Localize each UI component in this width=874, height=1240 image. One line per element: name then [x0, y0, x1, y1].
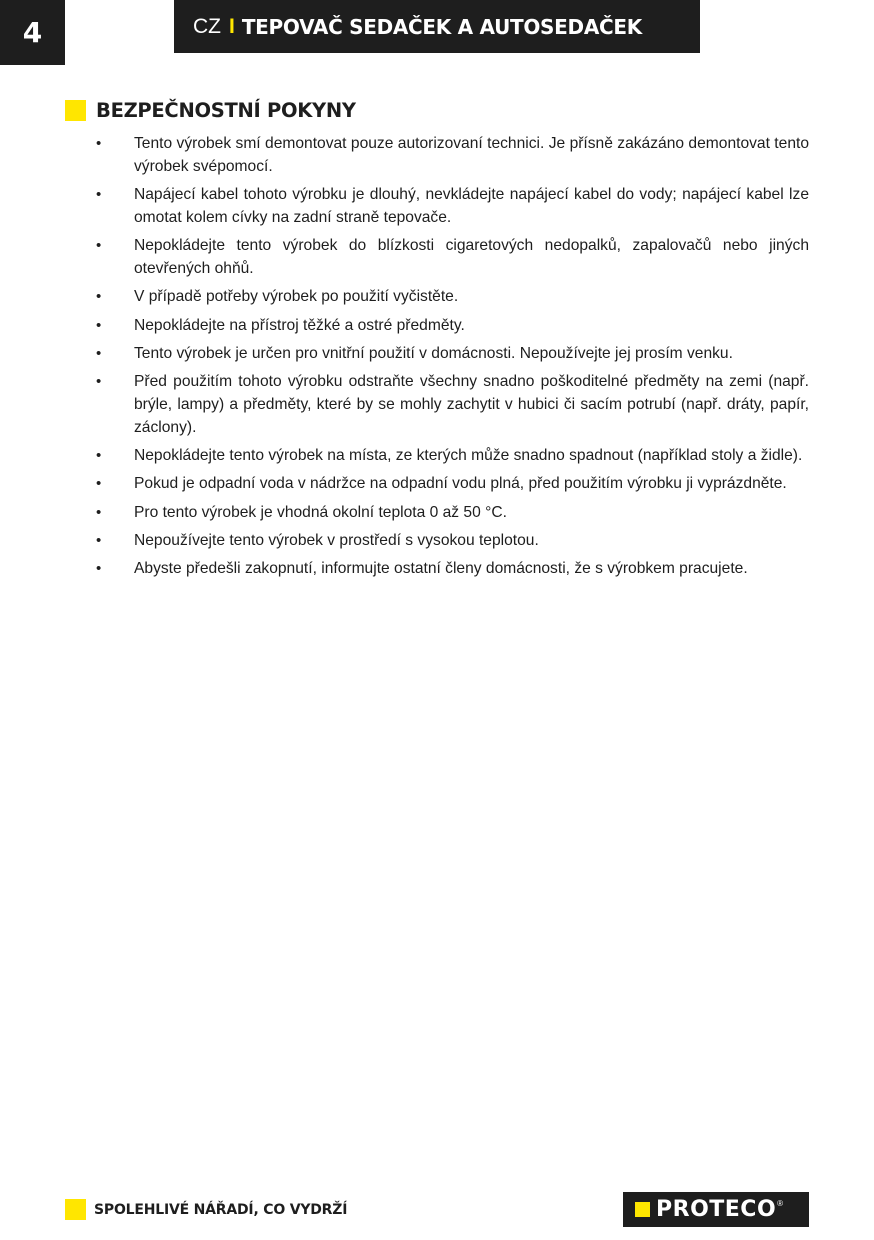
- header-separator: I: [229, 14, 235, 38]
- bullet-icon: •: [96, 560, 102, 578]
- bullet-icon: •: [96, 531, 102, 549]
- registered-mark: ®: [777, 1199, 784, 1208]
- logo-square-icon: [635, 1202, 650, 1217]
- bullet-icon: •: [96, 135, 102, 152]
- language-code: CZ: [193, 14, 221, 38]
- document-title: TEPOVAČ SEDAČEK A AUTOSEDAČEK: [241, 14, 642, 39]
- bullet-icon: •: [96, 447, 102, 465]
- bullet-icon: •: [96, 288, 102, 306]
- footer-slogan: SPOLEHLIVÉ NÁŘADÍ, CO VYDRŽÍ: [94, 1201, 348, 1218]
- list-item-text: Nepokládejte tento výrobek na místa, ze kterých může snadno spadnout (například stoly a židle).: [134, 447, 803, 465]
- header-bar: [174, 0, 700, 53]
- list-item: [96, 343, 809, 366]
- list-item: [96, 530, 809, 553]
- list-item-text: V případě potřeby výrobek po použití vyčistěte.: [134, 288, 459, 306]
- list-item: [96, 235, 809, 281]
- list-item: [96, 133, 809, 179]
- list-item: [96, 371, 809, 439]
- list-item-text: Tento výrobek je určen pro vnitřní použití v domácnosti. Nepoužívejte jej prosím venku.: [134, 344, 733, 362]
- section-title: BEZPEČNOSTNÍ POKYNY: [96, 99, 356, 122]
- bullet-icon: •: [96, 344, 102, 362]
- list-item: [96, 445, 809, 468]
- yellow-square-icon: [65, 100, 86, 121]
- bullet-icon: •: [96, 475, 102, 493]
- bullet-icon: •: [96, 237, 102, 255]
- list-item-text: Pro tento výrobek je vhodná okolní teplota 0 až 50 °C.: [134, 503, 507, 521]
- bullet-icon: •: [96, 186, 102, 204]
- list-item-text: Před použitím tohoto výrobku odstraňte všechny snadno poškoditelné předměty na zemi (např. brýle, lampy) a předměty, které by se mohly zachytit v hubici či sacím potrubí (např. dráty, papír, záclony).: [134, 373, 809, 436]
- list-item: [96, 315, 809, 338]
- list-item: [96, 286, 809, 309]
- list-item-text: Pokud je odpadní voda v nádržce na odpadní vodu plná, před použitím výrobku ji vyprázdněte.: [134, 475, 787, 493]
- list-item-text: Nepokládejte tento výrobek do blízkosti cigaretových nedopalků, zapalovačů nebo jiných otevřených ohňů.: [134, 237, 809, 277]
- footer-slogan-block: [65, 1199, 347, 1220]
- list-item: [96, 473, 809, 496]
- bullet-icon: •: [96, 316, 102, 334]
- list-item: [96, 502, 809, 525]
- list-item-text: Tento výrobek smí demontovat pouze autorizovaní technici. Je přísně zakázáno demontovat tento výrobek svépomocí.: [134, 135, 809, 175]
- list-item-text: Napájecí kabel tohoto výrobku je dlouhý, nevkládejte napájecí kabel do vody; napájecí kabel lze omotat kolem cívky na zadní straně tepovače.: [134, 186, 809, 226]
- bullet-icon: •: [96, 373, 102, 391]
- list-item: [96, 558, 809, 581]
- list-item: [96, 184, 809, 230]
- logo-text: PROTECO: [656, 1197, 777, 1222]
- list-item-text: Abyste předešli zakopnutí, informujte ostatní členy domácnosti, že s výrobkem pracujete.: [134, 560, 748, 578]
- list-item-text: Nepoužívejte tento výrobek v prostředí s vysokou teplotou.: [134, 531, 539, 549]
- safety-instructions-list: [0, 133, 874, 587]
- list-item-text: Nepokládejte na přístroj těžké a ostré předměty.: [134, 316, 465, 334]
- section-heading: [65, 99, 356, 122]
- page-number: 4: [0, 0, 65, 65]
- proteco-logo: [623, 1192, 809, 1227]
- yellow-square-icon: [65, 1199, 86, 1220]
- bullet-icon: •: [96, 503, 102, 521]
